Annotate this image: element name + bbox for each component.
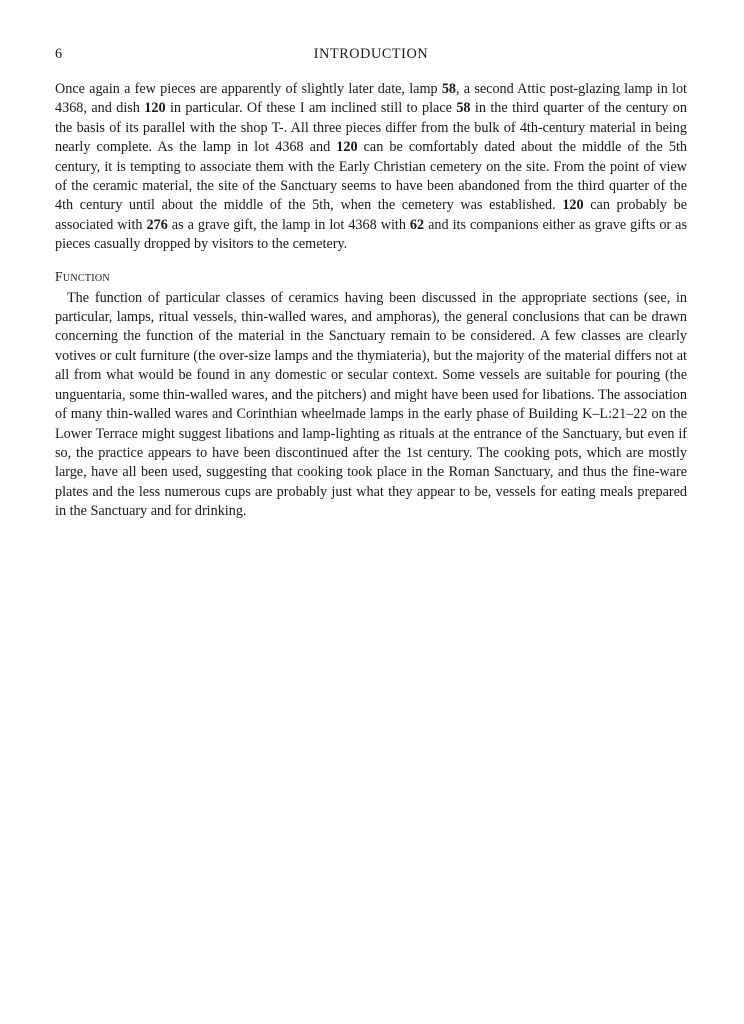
running-head	[55, 44, 687, 66]
page	[55, 44, 687, 522]
catalogue-ref-276: 276	[146, 216, 168, 233]
catalogue-ref-58: 58	[441, 81, 457, 97]
section-heading-function: Function	[55, 268, 110, 284]
catalogue-ref-62: 62	[409, 216, 425, 233]
running-title: INTRODUCTION	[313, 46, 429, 62]
catalogue-ref-120: 120	[144, 100, 166, 117]
catalogue-ref-120: 120	[562, 197, 584, 214]
catalogue-ref-58: 58	[456, 100, 471, 117]
catalogue-ref-120: 120	[336, 139, 358, 156]
page-number: 6	[55, 46, 63, 62]
body-paragraph-dating: Once again a few pieces are apparently of slightly later date, lamp 58, a second Attic post-glazing lamp in lot 4368, and dish 120 in particular. Of these I am inclined still to place 58 in the third quarter of the century on the basis of its parallel with the shop T-. All three pieces differ from the bulk of 4th-century material in being nearly complete. As the lamp in lot 4368 and 120 can be comfortably dated about the middle of the 5th century, it is tempting to associate them with the Early Christian cemetery on the site. From the point of view of the ceramic material, the site of the Sanctuary seems to have been abandoned from the third quarter of the 4th century until about the middle of the 5th, when the cemetery was established. 120 can probably be associated with 276 as a grave gift, the lamp in lot 4368 with 62 and its companions either as grave gifts or as pieces casually dropped by visitors to the cemetery.	[55, 81, 688, 253]
body-paragraph-function: The function of particular classes of ceramics having been discussed in the appropriate sections (see, in particular, lamps, ritual vessels, thin-walled wares, and amphoras), the general conclusions that can be drawn concerning the function of the material in the Sanctuary remain to be considered. A few classes are clearly votives or cult furniture (the over-size lamps and the thymiateria), but the majority of the material differs not at all from what would be found in any domestic or secular context. Some vessels are suitable for pouring (the unguentaria, some thin-walled wares, and the pitchers) and might have been used for libations. The association of many thin-walled wares and Corinthian wheelmade lamps in the early phase of Building K–L:21–22 on the Lower Terrace might suggest libations and lamp-lighting as rituals at the entrance of the Sanctuary, but even if so, the practice appears to have been discontinued after the 1st century. The cooking pots, which are mostly large, have all been used, suggesting that cooking took place in the Roman Sanctuary, and thus the fine-ware plates and the less numerous cups are probably just what they appear to be, vessels for eating meals prepared in the Sanctuary and for drinking.	[55, 289, 687, 520]
